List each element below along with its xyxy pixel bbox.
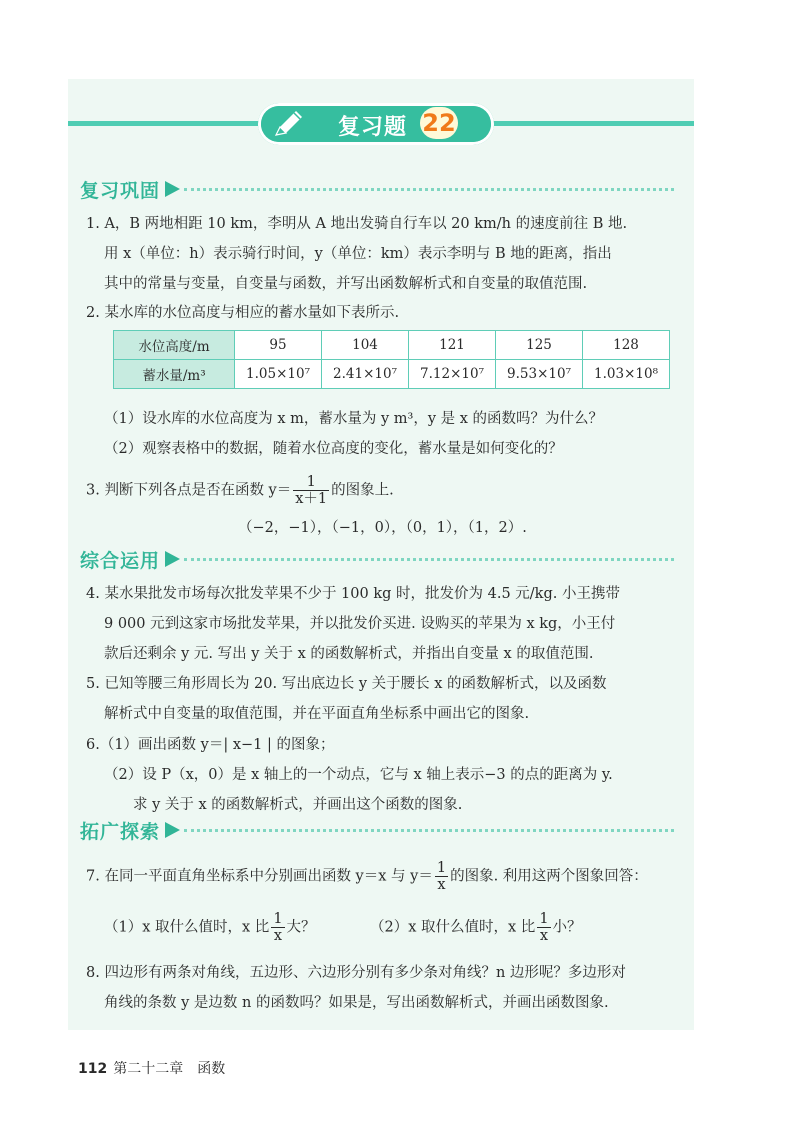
- dotted-divider: [184, 829, 674, 832]
- table-cell: 121: [409, 331, 496, 360]
- section-title: 拓广探索: [80, 820, 161, 843]
- q3-text: 3. 判断下列各点是否在函数 y＝: [86, 482, 292, 499]
- arrow-icon: [165, 181, 180, 197]
- table-cell: 104: [322, 331, 409, 360]
- table-row: [114, 360, 670, 389]
- q7-line1: [86, 860, 648, 893]
- q7-text: 7. 在同一平面直角坐标系中分别画出函数 y＝x 与 y＝: [86, 868, 433, 885]
- page-footer: [78, 1058, 225, 1078]
- q7-sub2: （2）x 取什么值时，x 比 $\frac{1}{x}$ 小？: [370, 911, 582, 944]
- q5-line2: 解析式中自变量的取值范围，并在平面直角坐标系中画出它的图象.: [104, 706, 530, 722]
- q2-line1: 2. 某水库的水位高度与相应的蓄水量如下表所示.: [86, 305, 400, 321]
- fraction: $\frac{1}{x}$: [539, 911, 549, 944]
- page-number: 112: [78, 1061, 108, 1077]
- q3-points: （−2，−1），（−1，0），（0，1），（1，2）.: [238, 520, 527, 536]
- q5-line1: 5. 已知等腰三角形周长为 20. 写出底边长 y 关于腰长 x 的函数解析式，以及函数: [86, 676, 607, 692]
- table-cell: 2.41×10⁷: [322, 360, 409, 389]
- arrow-icon: [165, 822, 180, 838]
- q4-line2: 9 000 元到这家市场批发苹果，并以批发价买进. 设购买的苹果为 x kg，小王付: [104, 616, 616, 632]
- q1-line3: 其中的常量与变量，自变量与函数，并写出函数解析式和自变量的取值范围.: [104, 276, 588, 292]
- q4-line1: 4. 某水果批发市场每次批发苹果不少于 100 kg 时，批发价为 4.5 元/kg. 小王携带: [86, 586, 620, 602]
- fraction: $\frac{1}{x}$: [436, 860, 447, 893]
- table-cell: 1.05×10⁷: [235, 360, 322, 389]
- q4-line3: 款后还剩余 y 元. 写出 y 关于 x 的函数解析式，并指出自变量 x 的取值范围.: [104, 646, 594, 662]
- table-header-cell: 水位高度/m: [114, 331, 235, 360]
- chapter-label: 第二十二章 函数: [113, 1061, 226, 1077]
- table-cell: 9.53×10⁷: [496, 360, 583, 389]
- q6-line1: 6.（1）画出函数 y＝| x−1 | 的图象；: [86, 737, 335, 753]
- dotted-divider: [184, 558, 674, 561]
- q3-text-end: 的图象上.: [331, 482, 394, 499]
- q1-line1: 1. A，B 两地相距 10 km，李明从 A 地出发骑自行车以 20 km/h 的速度前往 B 地.: [86, 216, 628, 232]
- chapter-number-badge: 22: [420, 107, 458, 139]
- table-row: [114, 331, 670, 360]
- fraction: $\frac{1}{x+1}$: [295, 474, 328, 507]
- q3-line: [86, 474, 394, 507]
- table-cell: 95: [235, 331, 322, 360]
- water-level-table: [113, 330, 670, 389]
- q2-sub1: （1）设水库的水位高度为 x m，蓄水量为 y m³，y 是 x 的函数吗？为什么？: [104, 411, 604, 427]
- table-cell: 1.03×10⁸: [583, 360, 670, 389]
- section-title: 复习巩固: [80, 179, 161, 202]
- q6-line3: 求 y 关于 x 的函数解析式，并画出这个函数的图象.: [133, 797, 463, 813]
- table-cell: 128: [583, 331, 670, 360]
- section-header-review: [80, 177, 674, 201]
- arrow-icon: [165, 551, 180, 567]
- q2-sub2: （2）观察表格中的数据，随着水位高度的变化，蓄水量是如何变化的？: [104, 441, 563, 457]
- q1-line2: 用 x（单位：h）表示骑行时间，y（单位：km）表示李明与 B 地的距离，指出: [104, 246, 612, 262]
- dotted-divider: [184, 188, 674, 191]
- fraction: $\frac{1}{x}$: [273, 911, 283, 944]
- table-cell: 125: [496, 331, 583, 360]
- q8-line2: 角线的条数 y 是边数 n 的函数吗？如果是，写出函数解析式，并画出函数图象.: [104, 995, 609, 1011]
- q7-sub1: （1）x 取什么值时，x 比 $\frac{1}{x}$ 大？: [104, 911, 316, 944]
- q7-text-end: 的图象. 利用这两个图象回答：: [450, 868, 648, 885]
- pencil-icon: [272, 109, 304, 139]
- q6-line2: （2）设 P（x，0）是 x 轴上的一个动点，它与 x 轴上表示−3 的点的距离为 y.: [104, 767, 613, 783]
- page-title: 复习题: [338, 115, 408, 140]
- table-header-cell: 蓄水量/m³: [114, 360, 235, 389]
- section-header-application: [80, 547, 674, 571]
- table-cell: 7.12×10⁷: [409, 360, 496, 389]
- section-title: 综合运用: [80, 549, 161, 572]
- q8-line1: 8. 四边形有两条对角线，五边形、六边形分别有多少条对角线？n 边形呢？多边形对: [86, 965, 626, 981]
- section-header-extension: [80, 818, 674, 842]
